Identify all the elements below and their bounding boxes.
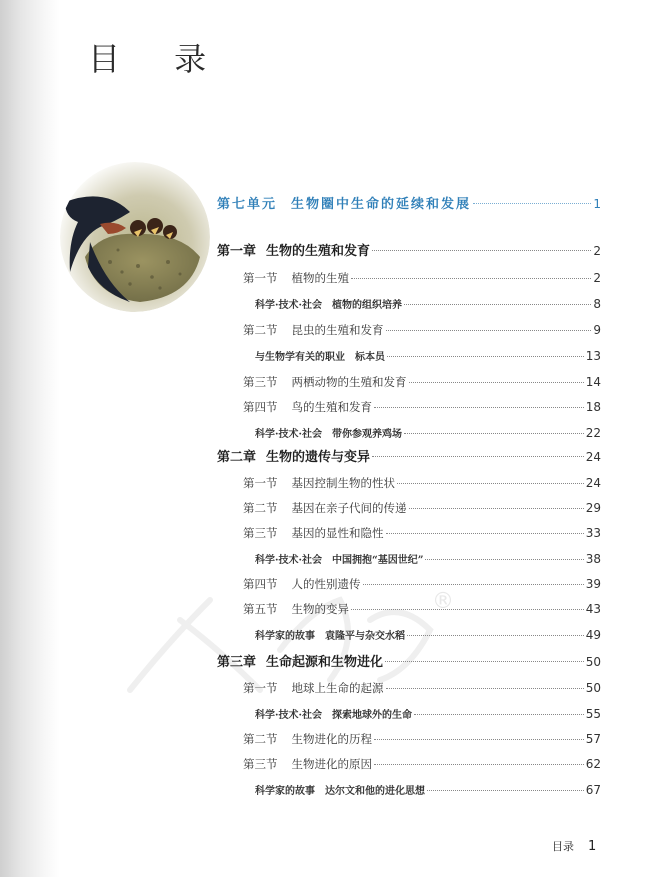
section-label: 第四节 — [243, 577, 278, 591]
leader-dots — [372, 249, 591, 251]
feature-page: 22 — [585, 426, 601, 440]
section-title: 生物的变异 — [291, 602, 349, 616]
feature-title: 中国拥抱“基因世纪” — [331, 555, 424, 566]
feature-entry[interactable] — [255, 425, 601, 440]
page-footer — [552, 838, 596, 854]
section-label: 第一节 — [243, 681, 278, 695]
feature-label: 科学·技术·社会 — [255, 429, 322, 440]
section-page: 29 — [585, 501, 601, 515]
chapter-title: 生命起源和生物进化 — [266, 655, 384, 670]
footer-page-number: 1 — [588, 839, 597, 854]
feature-entry[interactable] — [255, 551, 601, 566]
section-page: 50 — [585, 681, 601, 695]
leader-dots — [397, 482, 584, 484]
feature-page: 55 — [585, 707, 601, 721]
feature-entry[interactable] — [255, 348, 601, 363]
section-page: 14 — [585, 375, 601, 389]
unit-label: 第七单元 — [217, 197, 278, 212]
section-entry[interactable] — [243, 525, 601, 541]
leader-dots — [374, 763, 584, 765]
feature-page: 49 — [585, 628, 601, 642]
section-page: 9 — [593, 323, 601, 337]
section-page: 2 — [593, 271, 601, 285]
section-entry[interactable] — [243, 500, 601, 516]
feature-page: 38 — [585, 552, 601, 566]
section-title: 基因的显性和隐性 — [291, 526, 384, 540]
leader-dots — [407, 634, 584, 636]
feature-label: 科学·技术·社会 — [255, 710, 322, 721]
registered-mark: ® — [432, 589, 454, 614]
section-entry[interactable] — [243, 399, 601, 415]
feature-label: 科学·技术·社会 — [255, 555, 322, 566]
chapter-title: 生物的生殖和发育 — [266, 244, 371, 259]
section-label: 第四节 — [243, 400, 278, 414]
section-label: 第二节 — [243, 732, 278, 746]
feature-page: 8 — [593, 297, 601, 311]
section-title: 植物的生殖 — [291, 271, 349, 285]
chapter-title: 生物的遗传与变异 — [266, 450, 371, 465]
leader-dots — [404, 303, 591, 305]
leader-dots — [473, 202, 591, 204]
section-title: 两栖动物的生殖和发育 — [291, 375, 407, 389]
feature-page: 13 — [585, 349, 601, 363]
leader-dots — [404, 432, 584, 434]
section-title: 昆虫的生殖和发育 — [291, 323, 384, 337]
section-entry[interactable] — [243, 576, 601, 592]
section-label: 第三节 — [243, 526, 278, 540]
leader-dots — [374, 406, 584, 408]
section-entry[interactable] — [243, 756, 601, 772]
leader-dots — [372, 455, 584, 457]
chapter-page: 2 — [593, 244, 601, 258]
section-title: 生物进化的原因 — [291, 757, 372, 771]
feature-title: 带你参观养鸡场 — [331, 429, 402, 440]
section-label: 第一节 — [243, 476, 278, 490]
section-entry[interactable] — [243, 731, 601, 747]
section-label: 第五节 — [243, 602, 278, 616]
section-title: 基因在亲子代间的传递 — [291, 501, 407, 515]
section-entry[interactable] — [243, 601, 601, 617]
leader-dots — [425, 558, 583, 560]
feature-entry[interactable] — [255, 706, 601, 721]
section-entry[interactable] — [243, 322, 601, 338]
section-entry[interactable] — [243, 374, 601, 390]
section-entry[interactable] — [243, 475, 601, 491]
leader-dots — [386, 532, 584, 534]
leader-dots — [427, 789, 584, 791]
page-title: 目 录 — [88, 40, 229, 78]
section-page: 43 — [585, 602, 601, 616]
leader-dots — [386, 687, 584, 689]
leader-dots — [363, 583, 584, 585]
feature-title: 标本员 — [355, 352, 385, 363]
leader-dots — [409, 507, 584, 509]
leader-dots — [385, 660, 584, 662]
feature-label: 科学家的故事 — [255, 631, 315, 642]
feature-label: 科学·技术·社会 — [255, 300, 322, 311]
section-title: 人的性别遗传 — [291, 577, 361, 591]
chapter-label: 第三章 — [217, 655, 257, 670]
feature-title: 达尔文和他的进化思想 — [325, 786, 425, 797]
feature-entry[interactable] — [255, 627, 601, 642]
section-page: 18 — [585, 400, 601, 414]
section-page: 62 — [585, 757, 601, 771]
section-label: 第二节 — [243, 323, 278, 337]
unit-entry[interactable] — [217, 193, 601, 212]
section-title: 生物进化的历程 — [291, 732, 372, 746]
leader-dots — [414, 713, 584, 715]
leader-dots — [374, 738, 584, 740]
leader-dots — [386, 329, 592, 331]
chapter-label: 第二章 — [217, 450, 257, 465]
section-label: 第三节 — [243, 375, 278, 389]
section-title: 基因控制生物的性状 — [291, 476, 395, 490]
section-title: 地球上生命的起源 — [291, 681, 384, 695]
chapter-page: 24 — [585, 450, 601, 464]
chapter-entry[interactable] — [217, 651, 601, 670]
leader-dots — [351, 608, 584, 610]
unit-page: 1 — [593, 197, 601, 211]
unit-title: 生物圈中生命的延续和发展 — [291, 197, 472, 212]
feature-label: 科学家的故事 — [255, 786, 315, 797]
section-page: 39 — [585, 577, 601, 591]
section-page: 33 — [585, 526, 601, 540]
section-entry[interactable] — [243, 680, 601, 696]
footer-label: 目录 — [552, 840, 574, 853]
chapter-entry[interactable] — [217, 446, 601, 465]
feature-entry[interactable] — [255, 296, 601, 311]
feature-title: 植物的组织培养 — [331, 300, 402, 311]
section-page: 57 — [585, 732, 601, 746]
section-label: 第一节 — [243, 271, 278, 285]
section-entry[interactable] — [243, 270, 601, 286]
chapter-label: 第一章 — [217, 244, 257, 259]
leader-dots — [351, 277, 591, 279]
leader-dots — [409, 381, 584, 383]
feature-title: 探索地球外的生命 — [331, 710, 412, 721]
feature-label: 与生物学有关的职业 — [255, 352, 345, 363]
feature-page: 67 — [585, 783, 601, 797]
leader-dots — [387, 355, 584, 357]
section-title: 鸟的生殖和发育 — [291, 400, 372, 414]
section-label: 第三节 — [243, 757, 278, 771]
chapter-page: 50 — [585, 655, 601, 669]
feature-entry[interactable] — [255, 782, 601, 797]
section-label: 第二节 — [243, 501, 278, 515]
chapter-entry[interactable] — [217, 240, 601, 259]
section-page: 24 — [585, 476, 601, 490]
feature-title: 袁隆平与杂交水稻 — [325, 631, 405, 642]
